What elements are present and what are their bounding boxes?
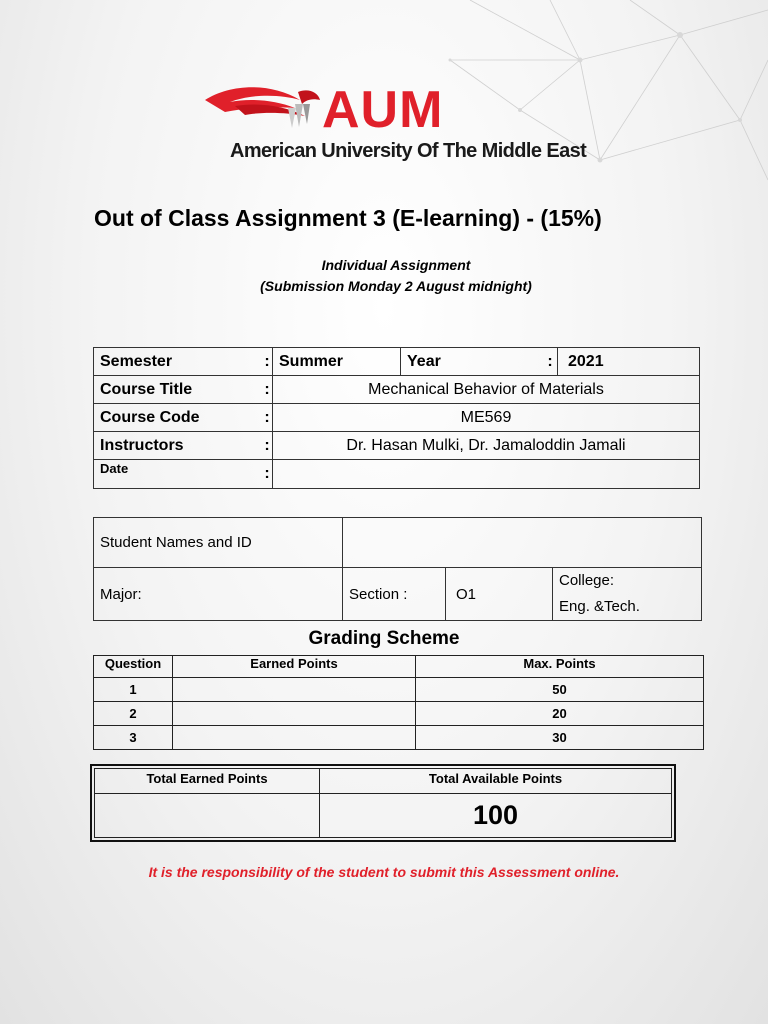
grading-header-row [94, 656, 704, 678]
colon: : [262, 376, 273, 404]
date-label: Date [94, 460, 263, 489]
date-row [94, 460, 700, 489]
major-row [94, 568, 702, 621]
semester-row [94, 348, 700, 376]
student-names-field[interactable] [343, 518, 702, 568]
total-earned-field[interactable] [95, 794, 320, 838]
submission-deadline: (Submission Monday 2 August midnight) [260, 278, 532, 294]
section-label: Section : [343, 568, 446, 621]
total-available-value: 100 [320, 794, 672, 838]
max-points: 50 [416, 678, 704, 702]
date-value-field[interactable] [273, 460, 700, 489]
earned-points-field[interactable] [173, 702, 416, 726]
total-earned-label: Total Earned Points [95, 769, 320, 794]
colon: : [262, 432, 273, 460]
colon: : [543, 348, 558, 376]
network-background-graphic [430, 0, 768, 200]
assignment-title: Out of Class Assignment 3 (E-learning) - (15%) [94, 205, 602, 231]
student-names-row [94, 518, 702, 568]
max-points: 20 [416, 702, 704, 726]
course-title-label: Course Title [94, 376, 263, 404]
header-question: Question [94, 656, 173, 678]
colon: : [262, 404, 273, 432]
total-available-label: Total Available Points [320, 769, 672, 794]
aum-logo-text: AUM [322, 81, 444, 139]
header-earned-points: Earned Points [173, 656, 416, 678]
college-label: College: [559, 572, 615, 589]
year-label: Year [401, 348, 544, 376]
college-cell [553, 568, 702, 621]
totals-value-row [95, 794, 672, 838]
instructors-value: Dr. Hasan Mulki, Dr. Jamaloddin Jamali [273, 432, 700, 460]
table-row [94, 702, 704, 726]
course-title-row [94, 376, 700, 404]
header-max-points: Max. Points [416, 656, 704, 678]
table-row [94, 678, 704, 702]
grading-table [93, 655, 704, 750]
max-points: 30 [416, 726, 704, 750]
year-value: 2021 [558, 348, 700, 376]
table-row [94, 726, 704, 750]
instructors-label: Instructors [94, 432, 263, 460]
course-code-label: Course Code [94, 404, 263, 432]
earned-points-field[interactable] [173, 726, 416, 750]
colon: : [262, 348, 273, 376]
assignment-type: Individual Assignment [321, 257, 471, 273]
course-code-value: ME569 [273, 404, 700, 432]
submission-responsibility-note: It is the responsibility of the student to submit this Assessment online. [148, 864, 620, 880]
totals-table [94, 768, 672, 838]
aum-bird-logo-icon [200, 82, 325, 142]
instructors-row [94, 432, 700, 460]
totals-box [90, 764, 676, 842]
totals-header-row [95, 769, 672, 794]
colon: : [262, 460, 273, 489]
semester-label: Semester [94, 348, 263, 376]
college-value: Eng. &Tech. [559, 598, 640, 615]
question-number: 2 [94, 702, 173, 726]
university-name: American University Of The Middle East [230, 140, 587, 162]
major-label: Major: [94, 568, 343, 621]
course-code-row [94, 404, 700, 432]
earned-points-field[interactable] [173, 678, 416, 702]
section-value: O1 [446, 568, 553, 621]
student-info-table [93, 517, 702, 621]
course-title-value: Mechanical Behavior of Materials [273, 376, 700, 404]
question-number: 3 [94, 726, 173, 750]
question-number: 1 [94, 678, 173, 702]
student-names-label: Student Names and ID [94, 518, 343, 568]
semester-value: Summer [273, 348, 401, 376]
grading-scheme-title: Grading Scheme [308, 628, 460, 649]
course-info-table [93, 347, 700, 489]
